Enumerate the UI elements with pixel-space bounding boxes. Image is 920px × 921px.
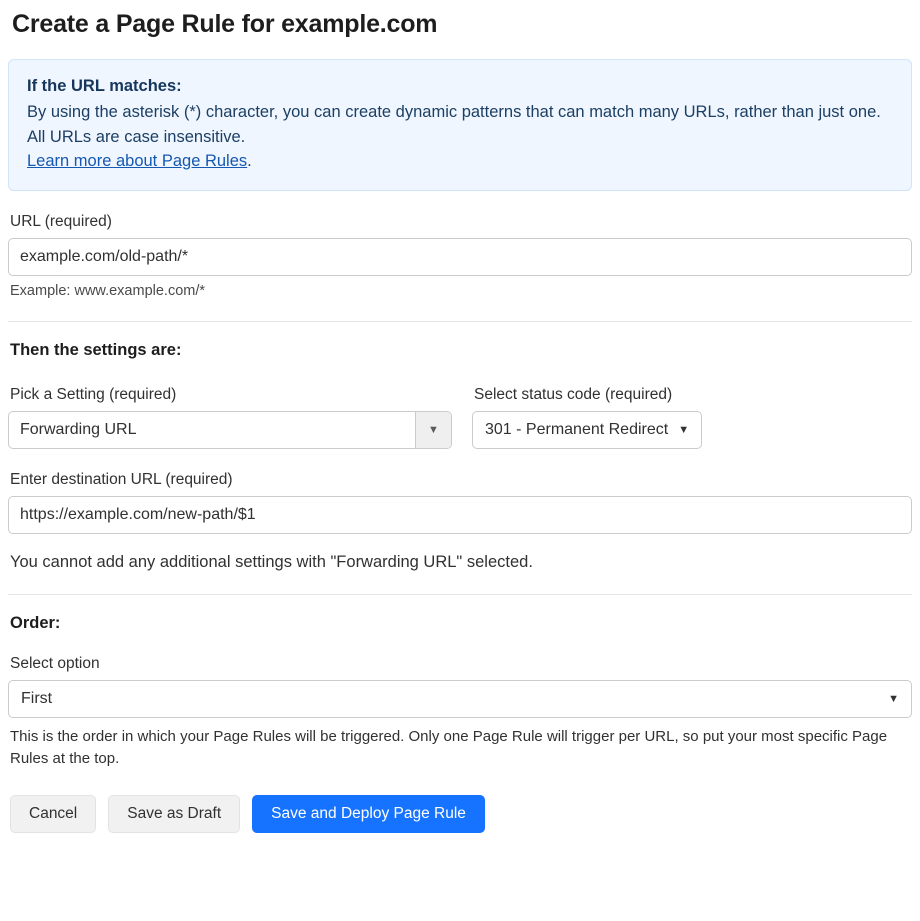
divider-settings	[8, 321, 912, 322]
status-code-value: 301 - Permanent Redirect	[485, 420, 669, 438]
chevron-down-icon[interactable]: ▼	[415, 412, 451, 448]
url-hint: Example: www.example.com/*	[10, 282, 206, 299]
order-select-label: Select option	[10, 654, 100, 672]
pick-setting-label: Pick a Setting (required)	[10, 385, 177, 403]
pick-setting-select[interactable]	[8, 411, 452, 449]
status-code-column	[472, 364, 772, 449]
order-section-title: Order:	[10, 613, 61, 632]
url-match-info-box	[8, 59, 912, 191]
url-field-label: URL (required)	[10, 212, 112, 230]
pick-setting-select-wrap	[8, 411, 452, 449]
order-select-value: First	[21, 689, 53, 707]
pick-setting-value: Forwarding URL	[20, 420, 137, 438]
settings-row	[8, 364, 912, 449]
divider-order	[8, 594, 912, 595]
info-link-row	[27, 149, 893, 173]
cancel-button[interactable]: Cancel	[10, 795, 96, 833]
status-code-label: Select status code (required)	[474, 385, 673, 403]
info-heading: If the URL matches:	[27, 77, 182, 95]
page-title: Create a Page Rule for example.com	[12, 10, 438, 38]
url-input[interactable]	[8, 238, 912, 276]
status-code-select[interactable]	[472, 411, 702, 449]
chevron-down-icon: ▼	[888, 692, 899, 705]
destination-url-input[interactable]	[8, 496, 912, 534]
order-help-text: This is the order in which your Page Rules will be triggered. Only one Page Rule will trigger per URL, so put your most specific Page Rules at the top.	[10, 727, 888, 768]
chevron-down-icon: ▼	[678, 423, 690, 436]
forwarding-url-note: You cannot add any additional settings with "Forwarding URL" selected.	[10, 552, 533, 571]
settings-section-title: Then the settings are:	[10, 340, 182, 359]
info-link-period: .	[247, 152, 252, 171]
save-as-draft-button[interactable]: Save as Draft	[108, 795, 240, 833]
order-select[interactable]	[8, 680, 912, 718]
pick-setting-column	[8, 364, 452, 449]
learn-more-page-rules-link[interactable]: Learn more about Page Rules	[27, 152, 248, 171]
form-actions	[8, 795, 912, 833]
destination-url-label: Enter destination URL (required)	[10, 470, 233, 488]
save-and-deploy-button[interactable]: Save and Deploy Page Rule	[252, 795, 485, 833]
info-body: By using the asterisk (*) character, you can create dynamic patterns that can match many URLs, rather than just one. All URLs are case insensitive.	[27, 103, 881, 146]
